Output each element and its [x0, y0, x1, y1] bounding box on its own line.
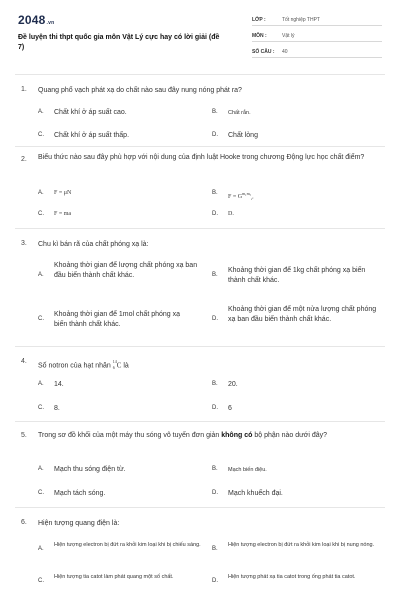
divider	[15, 228, 385, 229]
question-number: 3.	[21, 240, 27, 247]
divider	[15, 146, 385, 147]
page-header	[0, 0, 400, 64]
divider	[15, 507, 385, 508]
meta-class: LỚP : Tốt nghiệp THPT	[252, 14, 382, 26]
question-text: Trong sơ đồ khối của một máy thu sóng vô tuyến đơn giản không có bộ phận nào dưới đây?	[38, 432, 328, 439]
divider	[15, 346, 385, 347]
formula: $F = G^{m_1m_2}_{r^2}$	[228, 191, 254, 202]
question-text: Biểu thức nào sau đây phù hợp với nội dung của định luật Hooke trong chương Động lực học chất điểm?	[38, 154, 365, 161]
formula: F = μN	[54, 190, 72, 196]
question-number: 4.	[21, 358, 27, 365]
question-number: 5.	[21, 432, 27, 439]
meta-question-count: SỐ CÂU : 40	[252, 46, 382, 58]
question-text: Hiện tượng quang điện là:	[38, 520, 120, 527]
question-number: 6.	[21, 519, 27, 526]
question-number: 1.	[21, 86, 27, 93]
question-text: Quang phổ vạch phát xạ do chất nào sau đây nung nóng phát ra?	[38, 87, 242, 94]
question-text: Chu kì bán rã của chất phóng xạ là:	[38, 241, 149, 248]
formula: F = ma	[54, 211, 72, 217]
divider	[15, 421, 385, 422]
document-title: Đề luyện thi thpt quốc gia môn Vật Lý cực hay có lời giải (đề 7)	[18, 34, 220, 51]
meta-subject: MÔN : Vật lý	[252, 30, 382, 42]
question-text: Số notron của hạt nhân $^{14}$ 6 C là	[38, 359, 129, 370]
question-number: 2.	[21, 156, 27, 163]
site-logo[interactable]: 2048.vn	[18, 13, 55, 27]
nuclide-symbol: $^{14}$ 6 C	[112, 359, 122, 370]
divider	[15, 74, 385, 75]
